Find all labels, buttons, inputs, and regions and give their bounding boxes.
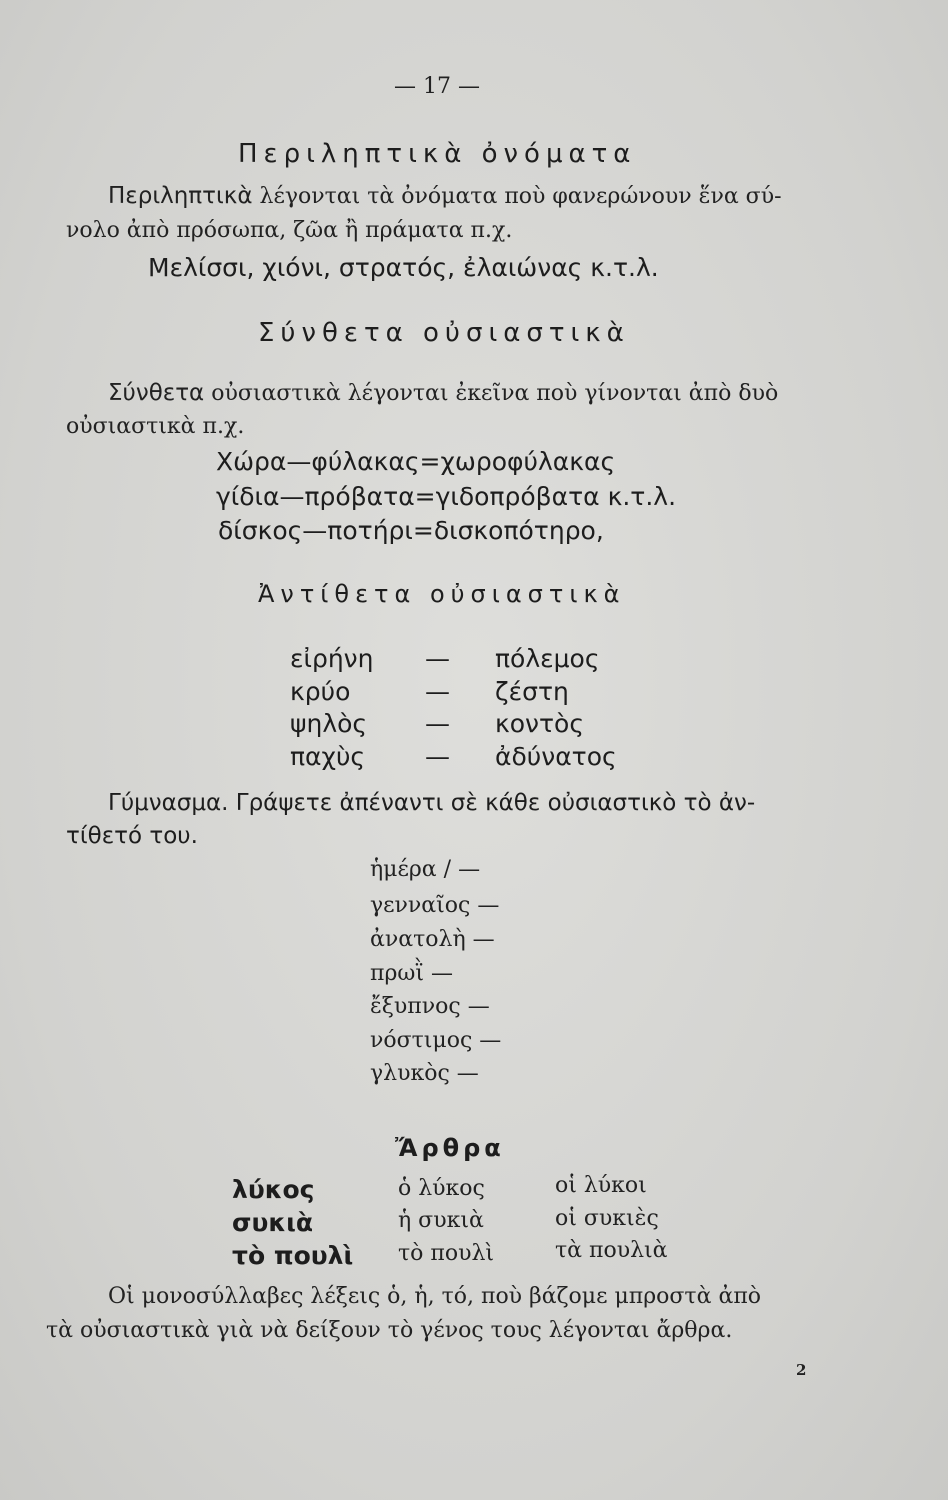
article-singular-2: ἡ συκιὰ [398, 1208, 484, 1233]
exercise-item-1: ἡμέρα / — [370, 857, 481, 882]
antonym-dash-2: — [425, 677, 450, 706]
compound-example-1: Χώρα—φύλακας=χωροφύλακας [216, 447, 616, 476]
signature-mark: 2 [796, 1361, 807, 1379]
heading-articles: Ἄρθρα [395, 1134, 505, 1162]
exercise-item-4: πρωῒ — [370, 961, 453, 986]
page-number: — 17 — [394, 74, 480, 99]
collective-line-1-text: λέγονται τὰ ὀνόματα ποὺ φανερώνουν ἕνα σύ- [259, 184, 782, 209]
collective-term: Περιληπτικὰ [108, 183, 253, 209]
antonym-left-2: κρύο [290, 677, 351, 706]
article-noun-2: συκιὰ [232, 1208, 314, 1237]
compound-term: Σύνθετα [108, 380, 205, 406]
article-plural-3: τὰ πουλιὰ [555, 1238, 668, 1263]
exercise-item-7: γλυκὸς — [370, 1061, 479, 1086]
collective-example: Μελίσσι, χιόνι, στρατός, ἐλαιώνας κ.τ.λ. [148, 253, 659, 282]
exercise-item-6: νόστιμος — [370, 1028, 502, 1053]
compound-example-2: γίδια—πρόβατα=γιδοπρόβατα κ.τ.λ. [216, 482, 677, 511]
exercise-item-5: ἔξυπνος — [370, 994, 490, 1019]
article-plural-1: οἱ λύκοι [555, 1173, 647, 1198]
antonym-right-2: ζέστη [495, 677, 569, 706]
compound-line-1-text: οὐσιαστικὰ λέγονται ἐκεῖνα ποὺ γίνονται ἀπὸ δυὸ [211, 381, 779, 406]
article-noun-1: λύκος [232, 1175, 315, 1204]
antonym-dash-3: — [425, 709, 450, 738]
antonym-dash-4: — [425, 742, 450, 771]
collective-line-1 [108, 183, 782, 209]
exercise-line-2: τίθετό του. [66, 823, 198, 849]
articles-line-1: Οἱ μονοσύλλαβες λέξεις ὁ, ἡ, τό, ποὺ βάζομε μπροστὰ ἀπὸ [108, 1284, 762, 1309]
antonym-left-1: εἰρήνη [290, 644, 374, 673]
antonym-right-3: κοντὸς [495, 709, 585, 738]
exercise-item-3: ἀνατολὴ — [370, 927, 495, 952]
article-plural-2: οἱ συκιὲς [555, 1206, 659, 1231]
antonym-dash-1: — [425, 644, 450, 673]
article-noun-3: τὸ πουλὶ [232, 1241, 354, 1270]
article-singular-3: τὸ πουλὶ [398, 1241, 495, 1266]
antonym-left-3: ψηλὸς [290, 709, 368, 738]
heading-collective-nouns: Περιληπτικὰ ὀνόματα [238, 139, 637, 169]
heading-antonyms: Ἀντίθετα οὐσιαστικὰ [258, 580, 626, 608]
compound-line-1 [108, 380, 778, 406]
antonym-right-1: πόλεμος [495, 644, 600, 673]
articles-line-2: τὰ οὐσιαστικὰ γιὰ νὰ δείξουν τὸ γένος τους λέγονται ἄρθρα. [46, 1318, 733, 1343]
exercise-item-2: γενναῖος — [370, 893, 500, 918]
compound-example-3: δίσκος—ποτήρι=δισκοπότηρο, [218, 516, 604, 545]
antonym-right-4: ἀδύνατος [495, 742, 617, 771]
article-singular-1: ὁ λύκος [398, 1176, 485, 1201]
antonym-left-4: παχὺς [290, 742, 366, 771]
exercise-line-1: Γύμνασμα. Γράψετε ἀπέναντι σὲ κάθε οὐσιαστικὸ τὸ ἀν- [108, 790, 756, 816]
collective-line-2: νολο ἀπὸ πρόσωπα, ζῶα ἢ πράματα π.χ. [66, 218, 513, 243]
heading-compound-nouns: Σύνθετα οὐσιαστικὰ [258, 318, 630, 348]
compound-line-2: οὐσιαστικὰ π.χ. [66, 414, 245, 439]
